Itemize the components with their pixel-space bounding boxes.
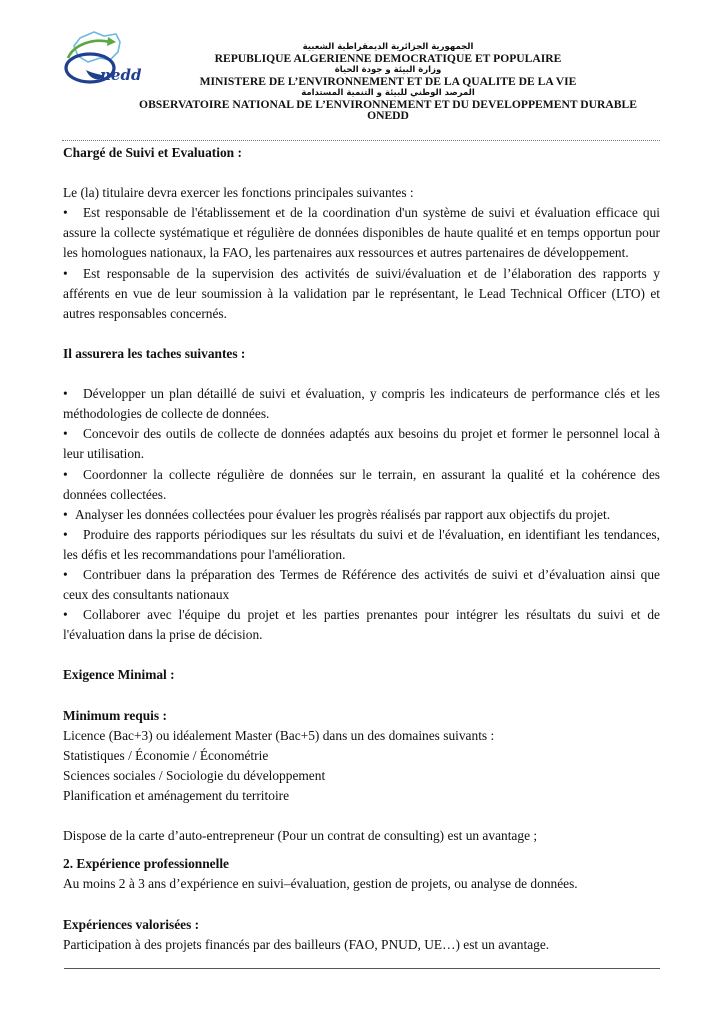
task-item: • Coordonner la collecte régulière de données sur le terrain, en assurant la qualité et la cohérence des données collectées. [63,466,660,502]
task-item: • Concevoir des outils de collecte de données adaptés aux besoins du projet et former le personnel local à leur utilisation. [63,426,660,462]
task-item: • Analyser les données collectées pour évaluer les progrès réalisés par rapport aux objectifs du projet. [63,505,660,525]
function-item: • Est responsable de la supervision des activités de suivi/évaluation et de l’élaboration des rapports y afférents en vue de leur soumission à la validation par le représentant, le Lead Technical Officer (LTO) et autres responsables concernés. [63,265,660,321]
tasks-heading: Il assurera les taches suivantes : [63,345,246,361]
minimum-line: Licence (Bac+3) ou idéalement Master (Bac+5) dans un des domaines suivants : [63,727,495,743]
document-body [63,143,660,955]
acronym: ONEDD [367,109,409,123]
bullet-icon: • [63,265,68,281]
bullet-icon: • [63,566,68,582]
bullet-icon: • [63,386,68,402]
arabic-observatory: المرصد الوطني للبيئة و التنمية المستدامة [301,87,475,98]
bullet-icon: • [63,205,68,221]
french-republic: REPUBLIQUE ALGERIENNE DEMOCRATIQUE ET POPULAIRE [214,52,562,66]
job-title: Chargé de Suivi et Evaluation : [63,145,242,160]
arabic-republic: الجمهورية الجزائرية الديمقراطية الشعبية [302,42,474,52]
function-item: • Est responsable de l'établissement et de la coordination d'un système de suivi et évaluation efficace qui assure la collecte systématique et régulière de données disponibles de haute qualité et en temps opportun pour les homologues nationaux, la FAO, les partenaires aux ressources et autres partenaires de développement. [63,205,660,261]
task-item: • Produire des rapports périodiques sur les résultats du suivi et de l'évaluation, en identifiant les tendances, les défis et les recommandations pour l'amélioration. [63,526,660,562]
minimum-line: Sciences sociales / Sociologie du développement [63,767,326,783]
requirements-heading: Exigence Minimal : [63,667,175,683]
logo-text: nedd [100,66,142,84]
bullet-icon: • [63,466,68,482]
task-item: • Développer un plan détaillé de suivi et évaluation, y compris les indicateurs de performance clés et les méthodologies de collecte de données. [63,386,660,422]
minimum-line: Planification et aménagement du territoire [63,788,290,803]
valued-text: Participation à des projets financés par des bailleurs (FAO, PNUD, UE…) est un avantage. [63,936,550,952]
arabic-ministry: وزارة البيئة و جودة الحياة [334,64,442,75]
task-item: • Contribuer dans la préparation des Termes de Référence des activités de suivi et d’évaluation ainsi que ceux des consultants nationaux [63,566,660,603]
french-observatory: OBSERVATOIRE NATIONAL DE L’ENVIRONNEMENT ET DU DEVELOPPEMENT DURABLE [139,98,637,112]
footer-divider [64,968,660,969]
minimum-line: Statistiques / Économie / Économétrie [63,747,269,763]
minimum-heading: Minimum requis : [63,707,167,723]
experience-heading: 2. Expérience professionnelle [63,856,230,872]
intro-text: Le (la) titulaire devra exercer les fonctions principales suivantes : [63,185,414,201]
french-ministry: MINISTERE DE L’ENVIRONNEMENT ET DE LA QUALITE DE LA VIE [199,75,577,89]
header-divider [62,140,660,141]
bullet-icon: • [63,607,68,623]
valued-heading: Expériences valorisées : [63,916,200,932]
bullet-icon: • [63,506,68,522]
auto-entrepreneur-text: Dispose de la carte d’auto-entrepreneur (Pour un contrat de consulting) est un avantage ; [63,828,538,844]
document-header [70,42,706,122]
bullet-icon: • [63,526,68,542]
task-item: • Collaborer avec l'équipe du projet et les parties prenantes pour intégrer les résultats du suivi et de l'évaluation dans la prise de décision. [63,607,660,643]
bullet-icon: • [63,426,68,442]
experience-text: Au moins 2 à 3 ans d’expérience en suivi–évaluation, gestion de projets, ou analyse de données. [63,876,578,892]
